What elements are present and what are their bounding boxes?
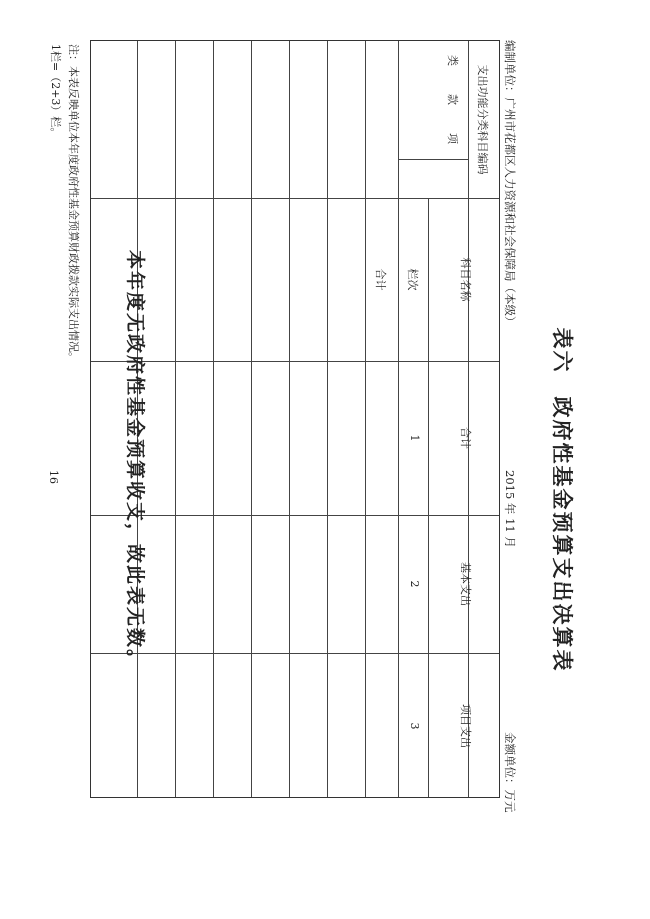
amount-unit: 金额单位：万元 [503, 732, 517, 813]
note-line: 1栏=（2+3）栏。 [49, 44, 62, 139]
table-rule [175, 41, 176, 797]
col-basic-header: 基本支出 [459, 562, 472, 606]
report-date: 2015 年 11 月 [503, 470, 517, 548]
table-rule [213, 41, 214, 797]
table-rule [251, 41, 252, 797]
table-rule [91, 361, 499, 362]
notes [46, 44, 82, 363]
code-section: 款 [446, 94, 459, 105]
col-total-index: 1 [408, 434, 421, 442]
name-header: 科目名称 [459, 257, 472, 302]
table-rule [91, 515, 499, 516]
row-index-label: 栏次 [406, 268, 419, 291]
table-rule [327, 41, 328, 797]
table-rule [289, 41, 290, 797]
code-header: 支出功能分类科目编码 [476, 64, 489, 175]
table-rule [428, 198, 429, 797]
code-class: 类 [446, 55, 459, 66]
expenditure-table [90, 40, 500, 798]
table-rule [398, 41, 399, 797]
col-project-header: 项目支出 [459, 704, 472, 748]
col-project-index: 3 [408, 722, 421, 730]
note-line: 注：本表反映单位本年度政府性基金预算财政拨款实际支出情况。 [67, 44, 80, 363]
total-row-label: 合计 [374, 268, 387, 291]
page-title: 表六 政府性基金预算支出决算表 [550, 327, 575, 673]
no-data-statement: 本年度无政府性基金预算收支，故此表无数。 [124, 249, 146, 670]
col-total-header: 合计 [459, 427, 472, 449]
code-item: 项 [446, 133, 459, 144]
table-rule [91, 198, 499, 199]
table-rule [365, 41, 366, 797]
table-rule [399, 159, 469, 160]
page-number: 16 [47, 470, 60, 484]
table-rule [91, 653, 499, 654]
compiling-unit: 编制单位：广州市花都区人力资源和社会保障局（本级） [503, 40, 517, 328]
col-basic-index: 2 [408, 580, 421, 588]
